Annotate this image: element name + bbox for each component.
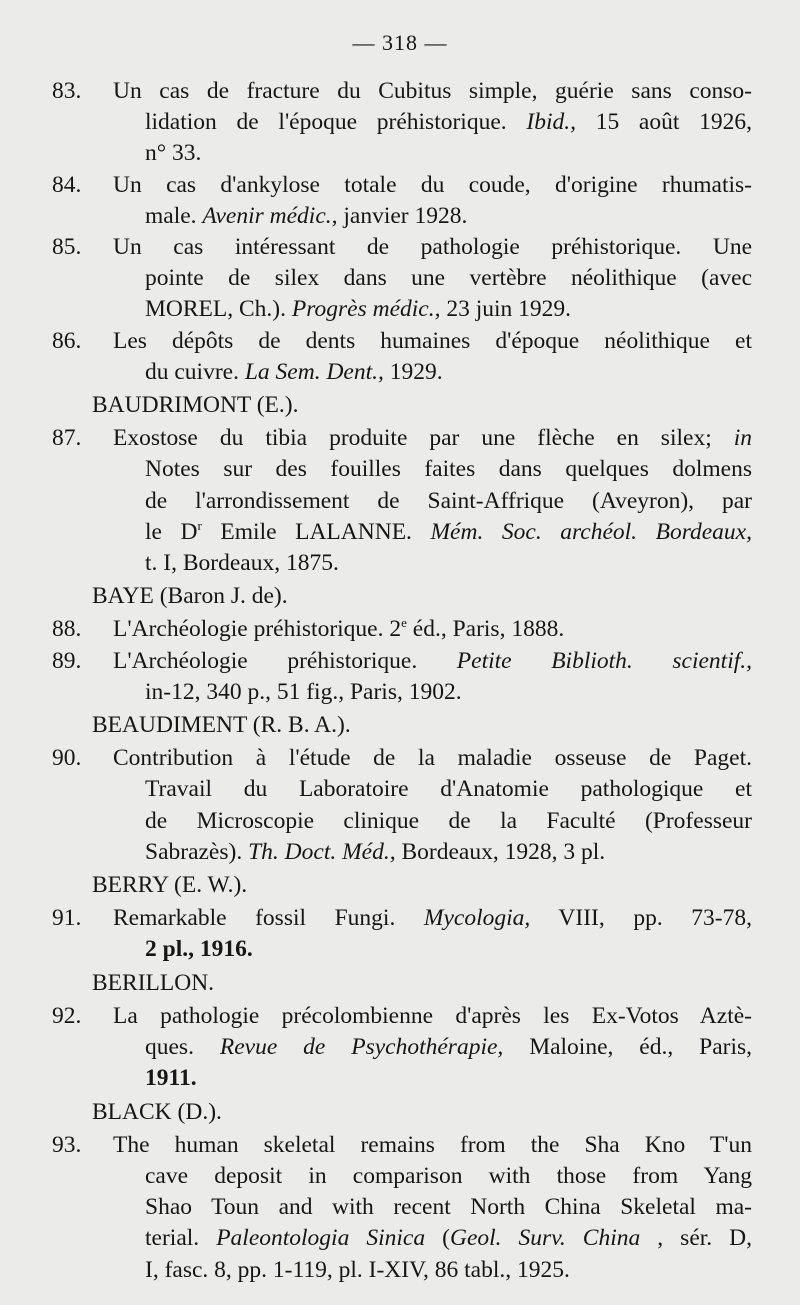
entry-fragment: 23 juin 1929. (440, 296, 572, 323)
entry-line (113, 614, 752, 645)
entry-line (113, 646, 752, 677)
entry-fragment: cave deposit in comparison with those from Yang (145, 1162, 752, 1189)
publication-title: Ibid., (526, 109, 576, 136)
entry-line (113, 934, 752, 965)
bibliography-list (52, 76, 752, 1286)
entry-fragment: le D (145, 518, 198, 545)
entry-fragment: n° 33. (145, 140, 202, 167)
bibliography-entry (52, 614, 752, 645)
entry-number: 84. (52, 171, 82, 198)
publication-title: Paleontologia Sinica (216, 1225, 426, 1252)
entry-text (113, 743, 752, 868)
entry-line (113, 517, 752, 548)
entry-fragment: I, fasc. 8, pp. 1-119, pl. I-XIV, 86 tabl., 1925. (145, 1256, 570, 1283)
bibliography-entry (52, 232, 752, 326)
entry-fragment: L'Archéologie préhistorique. (113, 647, 457, 674)
entry-fragment: in-12, 340 p., 51 fig., Paris, 1902. (145, 678, 462, 705)
entry-line (113, 1161, 752, 1192)
entry-number: 89. (52, 647, 82, 674)
entry-fragment: Un cas d'ankylose totale du coude, d'origine rhumatis- (113, 171, 752, 198)
entry-fragment: Maloine, éd., Paris, (503, 1034, 752, 1061)
entry-text (113, 646, 752, 708)
entry-line (113, 1001, 752, 1032)
publication-title: Mycologia, (423, 905, 531, 932)
entry-text (113, 326, 752, 388)
entry-line (113, 76, 752, 107)
entry-line (113, 743, 752, 774)
entry-fragment: male. (145, 202, 203, 229)
superscript: r (197, 517, 202, 533)
publication-title: Progrès médic., (291, 296, 441, 323)
entry-fragment: Un cas intéressant de pathologie préhistorique. Une (113, 234, 752, 261)
entry-fragment: Shao Toun and with recent North China Skeletal ma- (145, 1194, 752, 1221)
entry-line (113, 1192, 752, 1223)
entry-line (113, 1223, 752, 1254)
author-heading: BEAUDIMENT (R. B. A.). (92, 712, 351, 739)
entry-fragment: MOREL, Ch.). (145, 296, 292, 323)
entry-number: 90. (52, 745, 82, 772)
bibliography-entry (52, 646, 752, 708)
entry-fragment: t. I, Bordeaux, 1875. (145, 550, 339, 577)
publication-title: Mém. Soc. archéol. Bordeaux, (430, 518, 752, 545)
bibliography-entry (52, 1001, 752, 1095)
entry-text (113, 1130, 752, 1286)
entry-number: 92. (52, 1002, 82, 1029)
entry-fragment: Contribution à l'étude de la maladie osseuse de Paget. (113, 745, 752, 772)
entry-fragment: VIII, pp. 73-78, (530, 905, 752, 932)
entry-line (113, 232, 752, 263)
author-heading: BLACK (D.). (92, 1098, 222, 1125)
entry-fragment: lidation de l'époque préhistorique. (145, 109, 527, 136)
entry-number: 87. (52, 425, 82, 452)
entry-fragment: de Microscopie clinique de la Faculté (Professeur (145, 807, 752, 834)
entry-fragment: Sabrazès). (145, 838, 249, 865)
bibliography-entry (52, 326, 752, 388)
page-number: — 318 — (352, 30, 448, 55)
entry-text (113, 903, 752, 965)
publication-title: Geol. Surv. China (449, 1225, 641, 1252)
entry-line (113, 1063, 752, 1094)
author-heading: BERILLON. (92, 969, 215, 996)
entry-line (113, 486, 752, 517)
entry-fragment: Remarkable fossil Fungi. (113, 905, 424, 932)
entry-text (113, 76, 752, 170)
entry-line (113, 454, 752, 485)
entry-number: 86. (52, 327, 82, 354)
entry-fragment: ( (425, 1225, 450, 1252)
entry-line (113, 107, 752, 138)
entry-fragment: , sér. D, (640, 1225, 753, 1252)
entry-fragment: Exostose du tibia produite par une flèche en silex; (113, 425, 734, 452)
entry-fragment: janvier 1928. (337, 202, 468, 229)
entry-line (113, 423, 752, 454)
entry-line (113, 774, 752, 805)
entry-line (113, 326, 752, 357)
entry-fragment: ques. (145, 1034, 220, 1061)
entry-line (113, 1255, 752, 1286)
entry-line (113, 677, 752, 708)
bibliography-entry (52, 1130, 752, 1286)
entry-fragment: terial. (145, 1225, 217, 1252)
entry-line (113, 138, 752, 169)
entry-fragment: Travail du Laboratoire d'Anatomie pathologique et (145, 776, 752, 803)
entry-fragment: Un cas de fracture du Cubitus simple, guérie sans conso- (113, 78, 752, 104)
publication-title: Petite Biblioth. scientif., (456, 647, 752, 674)
entry-line (113, 548, 752, 579)
entry-number: 91. (52, 905, 82, 932)
entry-number: 88. (52, 616, 82, 643)
entry-fragment: 2 pl., 1916. (145, 936, 253, 963)
entry-line (113, 903, 752, 934)
superscript: e (401, 615, 407, 631)
publication-title: Avenir médic., (202, 202, 338, 229)
entry-fragment: 1911. (145, 1065, 197, 1092)
entry-text (113, 232, 752, 326)
entry-line (113, 170, 752, 201)
author-heading: BAUDRIMONT (E.). (92, 392, 299, 419)
author-heading: BERRY (E. W.). (92, 872, 248, 899)
entry-line (113, 837, 752, 868)
entry-fragment: Emile LALANNE. (201, 518, 431, 545)
entry-line (113, 806, 752, 837)
bibliography-entry (52, 903, 752, 965)
entry-fragment: Les dépôts de dents humaines d'époque néolithique et (113, 327, 752, 354)
entry-text (113, 170, 752, 232)
entry-fragment: du cuivre. (145, 358, 245, 385)
bibliography-entry (52, 170, 752, 232)
entry-fragment: L'Archéologie préhistorique. 2 (113, 616, 402, 643)
entry-fragment: La pathologie précolombienne d'après les Ex-Votos Aztè- (113, 1002, 752, 1029)
entry-line (113, 294, 752, 325)
author-heading: BAYE (Baron J. de). (92, 583, 288, 610)
publication-title: in (733, 425, 752, 452)
entry-fragment: Notes sur des fouilles faites dans quelques dolmens (145, 456, 752, 483)
entry-fragment: 15 août 1926, (575, 109, 752, 136)
publication-title: Th. Doct. Méd., (248, 838, 396, 865)
entry-fragment: éd., Paris, 1888. (406, 616, 565, 643)
bibliography-entry (52, 743, 752, 868)
entry-number: 93. (52, 1131, 82, 1158)
entry-text (113, 423, 752, 579)
entry-text (113, 614, 752, 645)
entry-line (113, 201, 752, 232)
entry-fragment: Bordeaux, 1928, 3 pl. (395, 838, 606, 865)
entry-line (113, 1032, 752, 1063)
publication-title: Revue de Psychothérapie, (219, 1034, 504, 1061)
entry-fragment: 1929. (383, 358, 443, 385)
entry-line (113, 1130, 752, 1161)
entry-line (113, 357, 752, 388)
entry-number: 83. (52, 78, 82, 104)
entry-line (113, 263, 752, 294)
entry-fragment: de l'arrondissement de Saint-Affrique (Aveyron), par (145, 487, 752, 514)
entry-fragment: pointe de silex dans une vertèbre néolithique (avec (145, 265, 752, 292)
entry-text (113, 1001, 752, 1095)
entry-fragment: The human skeletal remains from the Sha Kno T'un (113, 1131, 752, 1158)
entry-number: 85. (52, 234, 82, 261)
publication-title: La Sem. Dent., (244, 358, 384, 385)
bibliography-entry (52, 76, 752, 170)
bibliography-entry (52, 423, 752, 579)
